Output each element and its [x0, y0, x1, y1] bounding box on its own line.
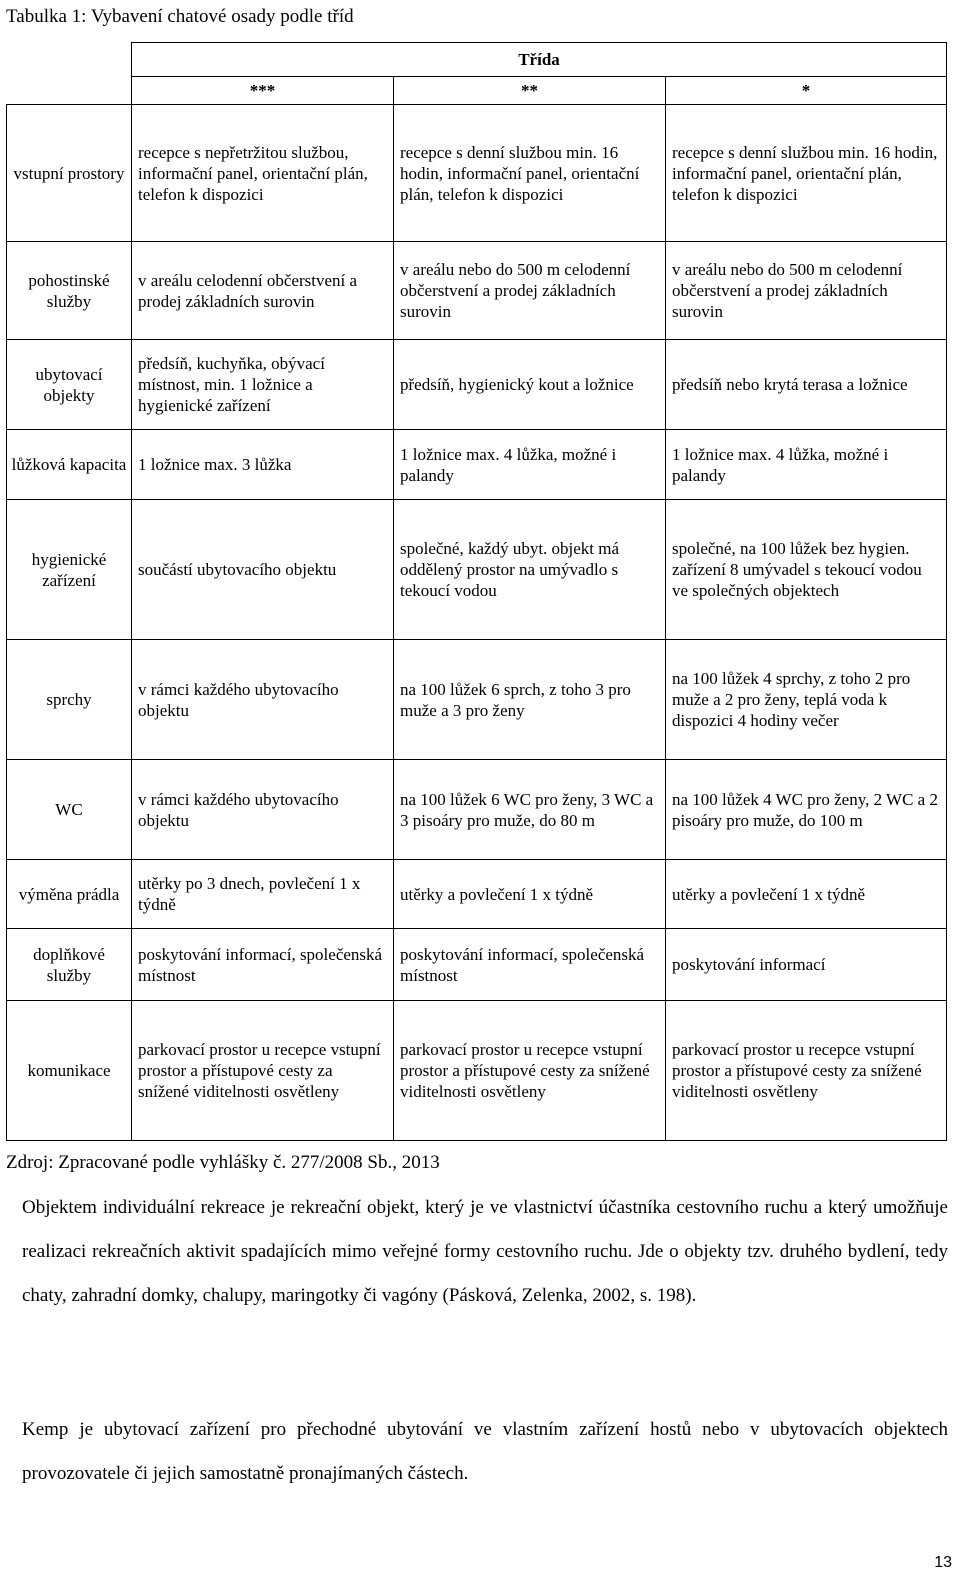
table-cell: recepce s denní službou min. 16 hodin, informační panel, orientační plán, telefon k dispozici: [394, 105, 666, 242]
table-cell: předsíň, hygienický kout a ložnice: [394, 340, 666, 430]
table-cell: na 100 lůžek 6 WC pro ženy, 3 WC a 3 pisoáry pro muže, do 80 m: [394, 760, 666, 860]
table-cell: poskytování informací, společenská místnost: [394, 929, 666, 1001]
row-label: výměna prádla: [7, 860, 132, 929]
table-cell: parkovací prostor u recepce vstupní prostor a přístupové cesty za snížené viditelnosti osvětleny: [666, 1001, 947, 1141]
row-label: vstupní prostory: [7, 105, 132, 242]
table-cell: recepce s nepřetržitou službou, informační panel, orientační plán, telefon k dispozici: [132, 105, 394, 242]
table-row: [7, 760, 947, 860]
table-cell: společné, každý ubyt. objekt má oddělený prostor na umývadlo s tekoucí vodou: [394, 500, 666, 640]
table-row: [7, 242, 947, 340]
table-cell: poskytování informací: [666, 929, 947, 1001]
row-label: komunikace: [7, 1001, 132, 1141]
table-corner-empty: [7, 77, 132, 105]
table-cell: 1 ložnice max. 4 lůžka, možné i palandy: [666, 430, 947, 500]
table-cell: v rámci každého ubytovacího objektu: [132, 760, 394, 860]
table-cell: v areálu celodenní občerstvení a prodej základních surovin: [132, 242, 394, 340]
table-cell: v rámci každého ubytovacího objektu: [132, 640, 394, 760]
table-caption: Tabulka 1: Vybavení chatové osady podle tříd: [6, 6, 354, 27]
table-header-row: [7, 43, 947, 77]
table-row: [7, 860, 947, 929]
table-cell: 1 ložnice max. 4 lůžka, možné i palandy: [394, 430, 666, 500]
accommodation-class-table: [6, 42, 947, 1141]
table-row: [7, 340, 947, 430]
table-cell: předsíň nebo krytá terasa a ložnice: [666, 340, 947, 430]
body-paragraph: Objektem individuální rekreace je rekreační objekt, který je ve vlastnictví účastníka cestovního ruchu a který umožňuje realizaci rekreačních aktivit spadajících mimo veřejné formy cestovního ruchu. Jde o objekty tzv. druhého bydlení, tedy chaty, zahradní domky, chalupy, maringotky či vagóny (Pásková, Zelenka, 2002, s. 198).: [22, 1197, 948, 1306]
table-cell: parkovací prostor u recepce vstupní prostor a přístupové cesty za snížené viditelnosti osvětleny: [132, 1001, 394, 1141]
table-cell: předsíň, kuchyňka, obývací místnost, min. 1 ložnice a hygienické zařízení: [132, 340, 394, 430]
table-cell: na 100 lůžek 4 sprchy, z toho 2 pro muže a 2 pro ženy, teplá voda k dispozici 4 hodiny večer: [666, 640, 947, 760]
table-row: [7, 430, 947, 500]
table-cell: součástí ubytovacího objektu: [132, 500, 394, 640]
table-cell: v areálu nebo do 500 m celodenní občerstvení a prodej základních surovin: [394, 242, 666, 340]
table-row: [7, 929, 947, 1001]
table-class-row: [7, 77, 947, 105]
row-label: WC: [7, 760, 132, 860]
table-row: [7, 500, 947, 640]
table-row: [7, 640, 947, 760]
table-cell: poskytování informací, společenská místnost: [132, 929, 394, 1001]
table-cell: parkovací prostor u recepce vstupní prostor a přístupové cesty za snížené viditelnosti osvětleny: [394, 1001, 666, 1141]
row-label: doplňkové služby: [7, 929, 132, 1001]
table-corner-empty: [7, 43, 132, 77]
table-cell: na 100 lůžek 4 WC pro ženy, 2 WC a 2 pisoáry pro muže, do 100 m: [666, 760, 947, 860]
row-label: ubytovací objekty: [7, 340, 132, 430]
row-label: lůžková kapacita: [7, 430, 132, 500]
class-label-3-star: ***: [132, 77, 394, 105]
table-cell: 1 ložnice max. 3 lůžka: [132, 430, 394, 500]
table-row: [7, 1001, 947, 1141]
table-row: [7, 105, 947, 242]
table-cell: společné, na 100 lůžek bez hygien. zařízení 8 umývadel s tekoucí vodou ve společných objektech: [666, 500, 947, 640]
class-header: Třída: [132, 43, 947, 77]
table-cell: utěrky a povlečení 1 x týdně: [666, 860, 947, 929]
page-number: 13: [934, 1554, 952, 1571]
table-cell: recepce s denní službou min. 16 hodin, informační panel, orientační plán, telefon k dispozici: [666, 105, 947, 242]
row-label: pohostinské služby: [7, 242, 132, 340]
table-cell: utěrky po 3 dnech, povlečení 1 x týdně: [132, 860, 394, 929]
table-source-note: Zdroj: Zpracované podle vyhlášky č. 277/2008 Sb., 2013: [6, 1152, 440, 1173]
row-label: sprchy: [7, 640, 132, 760]
class-label-1-star: *: [666, 77, 947, 105]
table-cell: utěrky a povlečení 1 x týdně: [394, 860, 666, 929]
class-label-2-star: **: [394, 77, 666, 105]
row-label: hygienické zařízení: [7, 500, 132, 640]
table-cell: v areálu nebo do 500 m celodenní občerstvení a prodej základních surovin: [666, 242, 947, 340]
body-paragraph: Kemp je ubytovací zařízení pro přechodné ubytování ve vlastním zařízení hostů nebo v ubytovacích objektech provozovatele či jejich samostatně pronajímaných částech.: [22, 1419, 948, 1484]
table-cell: na 100 lůžek 6 sprch, z toho 3 pro muže a 3 pro ženy: [394, 640, 666, 760]
